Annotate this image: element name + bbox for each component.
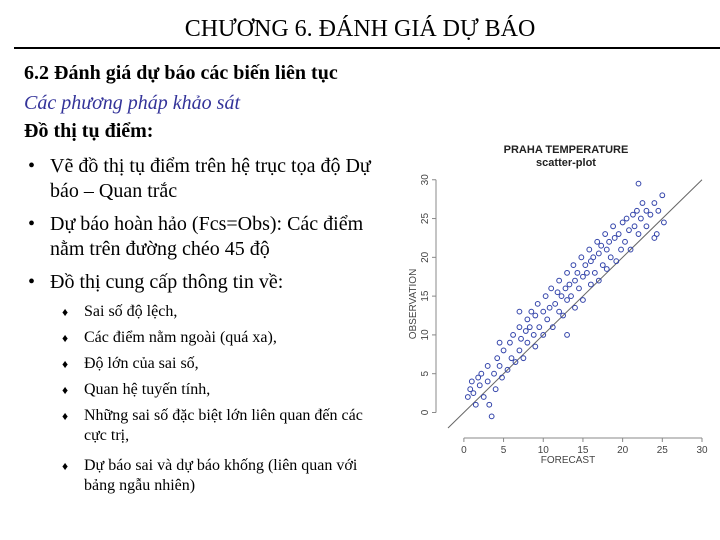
bullet-glyph: • xyxy=(28,213,36,235)
scatter-point xyxy=(469,379,474,384)
scatter-point xyxy=(583,263,588,268)
scatter-point xyxy=(599,243,604,248)
chart-title: PRAHA TEMPERATURE xyxy=(503,144,629,156)
scatter-point xyxy=(636,181,641,186)
bullet-text: Vẽ đồ thị tụ điểm trên hệ trục tọa độ Dự báo – Quan trắc xyxy=(50,155,371,202)
scatter-point xyxy=(612,236,617,241)
scatter-point xyxy=(577,286,582,291)
scatter-point xyxy=(644,224,649,229)
diamond-icon: ♦ xyxy=(62,459,69,473)
scatter-point xyxy=(487,402,492,407)
scatter-point xyxy=(485,379,490,384)
scatter-point xyxy=(481,395,486,400)
scatter-point xyxy=(535,301,540,306)
scatter-point xyxy=(531,333,536,338)
x-tick-label: 30 xyxy=(696,445,708,456)
scatter-point xyxy=(604,267,609,272)
bullet-item xyxy=(28,212,388,262)
scatter-point xyxy=(489,414,494,419)
bullet-glyph: • xyxy=(28,155,36,177)
scatter-point xyxy=(492,371,497,376)
sub-bullet-text: Quan hệ tuyến tính, xyxy=(84,381,211,398)
x-tick-label: 5 xyxy=(500,445,507,456)
diamond-icon: ♦ xyxy=(62,331,69,345)
x-tick-label: 20 xyxy=(617,445,629,456)
scatter-point xyxy=(565,270,570,275)
sub-bullet-item xyxy=(62,406,382,446)
bullet-text: Dự báo hoàn hảo (Fcs=Obs): Các điểm nằm trên đường chéo 45 độ xyxy=(50,213,364,260)
topic-heading: Đồ thị tụ điểm: xyxy=(24,120,154,142)
diamond-icon: ♦ xyxy=(62,357,69,371)
scatter-point xyxy=(517,348,522,353)
sub-bullet-item xyxy=(62,302,382,322)
scatter-point xyxy=(635,208,640,213)
scatter-point xyxy=(591,255,596,260)
scatter-point xyxy=(563,286,568,291)
scatter-point xyxy=(603,232,608,237)
sub-bullet-text: Dự báo sai và dự báo khống (liên quan với bảng ngẫu nhiên) xyxy=(84,457,358,494)
scatter-point xyxy=(608,255,613,260)
scatter-point xyxy=(497,340,502,345)
scatter-point xyxy=(555,290,560,295)
sub-bullet-item xyxy=(62,380,382,400)
scatter-point xyxy=(573,305,578,310)
chart-subtitle: scatter-plot xyxy=(536,157,596,169)
scatter-point xyxy=(581,274,586,279)
scatter-point xyxy=(616,232,621,237)
scatter-point xyxy=(569,294,574,299)
scatter-point xyxy=(553,301,558,306)
sub-bullet-text: Các điểm nằm ngoài (quá xa), xyxy=(84,329,277,346)
x-tick-label: 0 xyxy=(461,445,467,456)
scatter-point xyxy=(511,333,516,338)
scatter-point xyxy=(547,305,552,310)
scatter-point xyxy=(623,239,628,244)
scatter-point xyxy=(567,282,572,287)
scatter-point xyxy=(632,224,637,229)
y-axis-label: OBSERVATION xyxy=(408,268,419,340)
scatter-point xyxy=(565,333,570,338)
scatter-point xyxy=(627,228,632,233)
scatter-point xyxy=(501,348,506,353)
diamond-icon: ♦ xyxy=(62,305,69,319)
scatter-point xyxy=(620,220,625,225)
scatter-point xyxy=(493,387,498,392)
x-tick-label: 15 xyxy=(577,445,589,456)
scatter-point xyxy=(537,325,542,330)
bullet-item xyxy=(28,270,388,295)
scatter-point xyxy=(587,247,592,252)
scatter-point xyxy=(517,325,522,330)
scatter-point xyxy=(636,232,641,237)
scatter-point xyxy=(509,356,514,361)
scatter-point xyxy=(533,344,538,349)
y-tick-label: 25 xyxy=(420,212,431,225)
scatter-point xyxy=(575,270,580,275)
scatter-point xyxy=(529,309,534,314)
y-tick-label: 30 xyxy=(420,174,431,186)
title-divider xyxy=(14,47,720,49)
sub-bullet-item xyxy=(62,328,382,348)
diamond-icon: ♦ xyxy=(62,383,69,397)
sub-bullet-item xyxy=(62,354,382,374)
scatter-point xyxy=(596,251,601,256)
bullet-item xyxy=(28,154,388,204)
scatter-point xyxy=(573,278,578,283)
x-tick-label: 10 xyxy=(537,445,549,456)
scatter-point xyxy=(543,294,548,299)
sub-bullet-text: Độ lớn của sai số, xyxy=(84,355,199,372)
scatter-point xyxy=(523,329,528,334)
y-tick-label: 20 xyxy=(420,251,431,263)
sub-bullet-item xyxy=(62,456,382,496)
scatter-point xyxy=(638,216,643,221)
x-axis-label: FORECAST xyxy=(540,455,596,466)
scatter-point xyxy=(549,286,554,291)
scatter-point xyxy=(571,263,576,268)
scatter-point xyxy=(471,391,476,396)
scatter-point xyxy=(611,224,616,229)
scatter-point xyxy=(557,278,562,283)
scatter-point xyxy=(497,364,502,369)
scatter-point xyxy=(559,294,564,299)
scatter-point xyxy=(495,356,500,361)
scatter-point xyxy=(525,317,530,322)
scatter-point xyxy=(604,247,609,252)
scatter-point xyxy=(619,247,624,252)
scatter-point xyxy=(485,364,490,369)
scatter-point xyxy=(473,402,478,407)
subsection-heading: Các phương pháp khảo sát xyxy=(24,92,241,114)
scatter-point xyxy=(565,298,570,303)
y-tick-label: 0 xyxy=(420,409,431,416)
scatter-point xyxy=(631,212,636,217)
sub-bullet-text: Những sai số đặc biệt lớn liên quan đến các cực trị, xyxy=(84,407,363,444)
scatter-point xyxy=(588,282,593,287)
scatter-point xyxy=(624,216,629,221)
scatter-point xyxy=(521,356,526,361)
scatter-point xyxy=(644,208,649,213)
scatter-point xyxy=(581,298,586,303)
scatter-point xyxy=(656,208,661,213)
scatter-point xyxy=(527,325,532,330)
scatter-point xyxy=(592,270,597,275)
diagonal-reference-line xyxy=(448,180,702,428)
scatter-point xyxy=(533,313,538,318)
y-tick-label: 5 xyxy=(420,370,431,377)
scatter-point xyxy=(517,309,522,314)
scatter-point xyxy=(652,236,657,241)
scatter-point xyxy=(648,212,653,217)
scatter-point xyxy=(508,340,513,345)
bullet-glyph: • xyxy=(28,271,36,293)
bullet-text: Đồ thị cung cấp thông tin về: xyxy=(50,271,284,293)
scatter-point xyxy=(585,270,590,275)
scatter-point xyxy=(479,371,484,376)
y-tick-label: 15 xyxy=(420,290,431,302)
scatter-point xyxy=(541,309,546,314)
scatter-point xyxy=(545,317,550,322)
scatter-point xyxy=(579,255,584,260)
slide-title: CHƯƠNG 6. ĐÁNH GIÁ DỰ BÁO xyxy=(184,16,536,42)
x-tick-label: 25 xyxy=(656,445,668,456)
scatter-point xyxy=(607,239,612,244)
scatter-point xyxy=(640,201,645,206)
scatter-chart xyxy=(398,132,718,472)
sub-bullet-text: Sai số độ lệch, xyxy=(84,303,178,320)
scatter-point xyxy=(660,193,665,198)
scatter-point xyxy=(519,336,524,341)
scatter-point xyxy=(525,340,530,345)
diamond-icon: ♦ xyxy=(62,409,69,423)
scatter-point xyxy=(557,309,562,314)
scatter-point xyxy=(477,383,482,388)
scatter-point xyxy=(652,201,657,206)
y-tick-label: 10 xyxy=(420,329,431,341)
scatter-point xyxy=(595,239,600,244)
scatter-point xyxy=(465,395,470,400)
scatter-point xyxy=(600,263,605,268)
section-heading: 6.2 Đánh giá dự báo các biến liên tục xyxy=(24,62,338,84)
scatter-point xyxy=(662,220,667,225)
